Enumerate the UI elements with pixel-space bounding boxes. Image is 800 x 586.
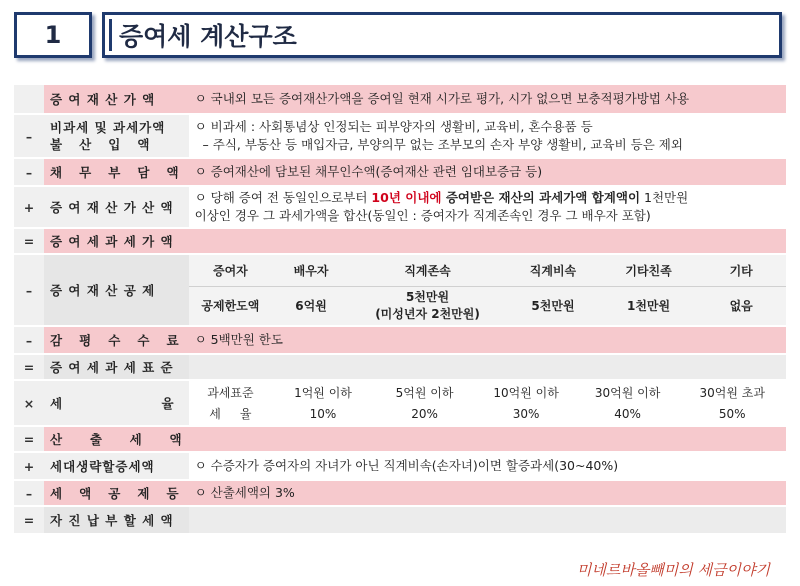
row-label-line1: 비과세 및 과세가액 — [50, 120, 166, 135]
rate-header: 과세표준 — [207, 386, 254, 400]
deduction-value: 5천만원 — [531, 298, 575, 313]
row-label — [44, 115, 189, 157]
deduction-value: 없음 — [729, 298, 753, 313]
operator: + — [14, 453, 44, 479]
rate-value: 40% — [614, 406, 641, 421]
rate-value: 50% — [718, 406, 746, 421]
rate-header: 30억원 이하 — [594, 386, 661, 400]
minor-note: (미성년자 2천만원) — [375, 307, 480, 322]
operator: = — [14, 229, 44, 253]
row-label-left: 세 — [50, 396, 64, 411]
highlight-text: 10년 이내에 — [371, 190, 442, 205]
row-label: 증 여 세 과 세 가 액 — [44, 229, 189, 253]
operator: – — [14, 327, 44, 353]
table-row — [14, 427, 786, 451]
desc-text: ㅇ 당해 증여 전 동일인으로부터 — [194, 190, 372, 205]
desc-text: 1천만원 — [640, 190, 689, 205]
operator: – — [14, 115, 44, 157]
author-signature: 미네르바올빼미의 세금이야기 — [576, 561, 770, 579]
row-label-line2: 불 산 입 액 — [50, 137, 151, 152]
deduction-header: 증여자 — [213, 264, 248, 279]
row-desc: ㅇ 국내외 모든 증여재산가액을 증여일 현재 시가로 평가, 시가 없으면 보충적평가방법 사용 — [189, 85, 786, 113]
row-label: 세 액 공 제 등 — [44, 481, 189, 505]
table-row — [14, 381, 786, 425]
table-row — [14, 255, 786, 325]
deduction-table-cell — [189, 255, 786, 325]
rate-header: 30억원 초과 — [699, 386, 765, 400]
row-label: 증 여 세 과 세 표 준 — [44, 355, 189, 379]
row-desc: ㅇ 5백만원 한도 — [189, 327, 786, 353]
table-row — [14, 229, 786, 253]
operator: – — [14, 255, 44, 325]
row-desc-line2: – 주식, 부동산 등 매입자금, 부양의무 없는 조부모의 손자 부양 생활비, 교육비 등은 제외 — [194, 137, 683, 152]
rate-header: 10억원 이하 — [493, 386, 559, 400]
row-desc-line1: ㅇ 비과세 : 사회통념상 인정되는 피부양자의 생활비, 교육비, 혼수용품 등 — [194, 119, 593, 134]
bold-text: 증여받은 재산의 과세가액 합계액이 — [441, 190, 641, 205]
deduction-value: 1천만원 — [626, 298, 671, 313]
section-number: 1 — [14, 12, 92, 58]
table-row — [14, 327, 786, 353]
table-row — [14, 187, 786, 227]
table-row — [14, 159, 786, 185]
row-label: 증 여 재 산 공 제 — [44, 255, 189, 325]
page-title: 증여세 계산구조 — [102, 12, 782, 58]
row-label: 증 여 재 산 가 액 — [44, 85, 189, 113]
rate-value: 20% — [411, 406, 438, 421]
rate-value: 30% — [512, 406, 540, 421]
deduction-header: 직계존속 — [404, 264, 451, 279]
table-row — [14, 115, 786, 157]
row-desc — [189, 115, 786, 157]
deduction-header: 직계비속 — [529, 264, 577, 279]
table-row — [14, 481, 786, 505]
row-label: 세대생략할증세액 — [44, 453, 189, 479]
tax-calculation-table — [14, 83, 786, 535]
row-label: 산 출 세 액 — [44, 427, 189, 451]
rate-value: 세 율 — [209, 407, 252, 421]
row-desc: ㅇ 증여재산에 담보된 채무인수액(증여재산 관련 임대보증금 등) — [189, 159, 786, 185]
row-desc — [189, 187, 786, 227]
deduction-value: 6억원 — [295, 298, 327, 313]
operator: = — [14, 507, 44, 533]
operator — [14, 85, 44, 113]
table-row — [14, 453, 786, 479]
tax-rate-table — [189, 382, 786, 424]
operator: – — [14, 159, 44, 185]
operator: × — [14, 381, 44, 425]
rate-header: 1억원 이하 — [294, 386, 352, 400]
row-desc: ㅇ 수증자가 증여자의 자녀가 아닌 직계비속(손자녀)이면 할증과세(30~40%) — [194, 458, 619, 473]
table-row — [14, 85, 786, 113]
table-row — [14, 355, 786, 379]
deduction-header: 기타친족 — [625, 264, 672, 279]
operator: = — [14, 427, 44, 451]
tax-rate-table-cell — [189, 381, 786, 425]
rate-value: 10% — [309, 406, 337, 421]
operator: + — [14, 187, 44, 227]
row-label-right: 율 — [161, 396, 175, 411]
row-desc: ㅇ 산출세액의 3% — [189, 481, 786, 505]
row-label: 채 무 부 담 액 — [44, 159, 189, 185]
deduction-value: 5천만원 (미성년자 2천만원) — [350, 286, 505, 324]
deduction-table — [189, 256, 786, 324]
row-label: 감 평 수 수 료 — [44, 327, 189, 353]
row-label — [44, 381, 189, 425]
row-label: 자 진 납 부 할 세 액 — [44, 507, 189, 533]
rate-header: 5억원 이하 — [395, 386, 454, 400]
row-desc-line2: 이상인 경우 그 과세가액을 합산(동일인 : 증여자가 직계존속인 경우 그 배우자 포함) — [194, 208, 651, 223]
row-label: 증 여 재 산 가 산 액 — [44, 187, 189, 227]
table-row — [14, 507, 786, 533]
deduction-header: 기타 — [729, 264, 753, 279]
deduction-value: 공제한도액 — [201, 298, 260, 313]
deduction-header: 배우자 — [293, 264, 329, 279]
section-header — [14, 12, 782, 60]
operator: – — [14, 481, 44, 505]
operator: = — [14, 355, 44, 379]
